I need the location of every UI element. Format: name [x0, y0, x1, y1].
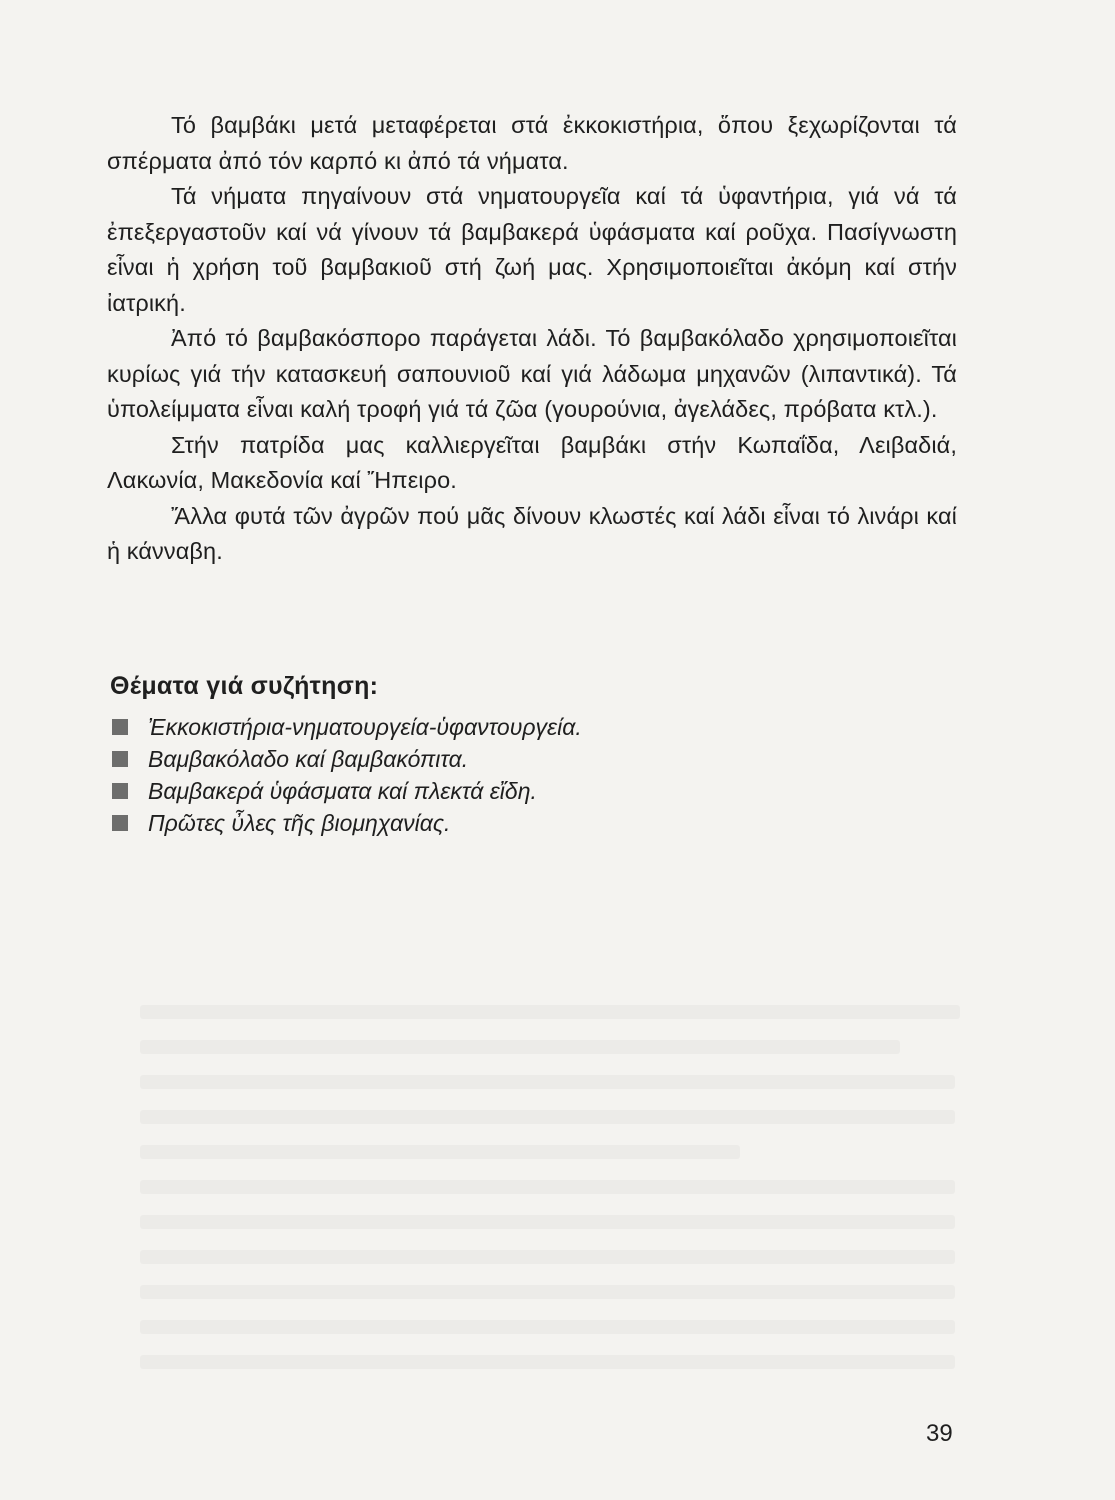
topic-text: Πρῶτες ὖλες τῆς βιομηχανίας. [148, 809, 451, 836]
topic-text: Ἐκκοκιστήρια-νηματουργεία-ὑφαντουργεία. [148, 713, 582, 740]
topic-text: Βαμβακερά ὑφάσματα καί πλεκτά εἴδη. [148, 777, 537, 804]
square-bullet-icon [112, 815, 128, 831]
discussion-topic [110, 775, 960, 807]
body-text [107, 108, 957, 570]
discussion-topic [110, 807, 960, 839]
paragraph-cottonseed-oil: Ἀπό τό βαμβακόσπορο παράγεται λάδι. Τό βαμβακόλαδο χρησιμοποιεῖται κυρίως γιά τήν κατασκευή σαπουνιοῦ καί γιά λάδωμα μηχανῶν (λιπαντικά). Τά ὑπολείμματα εἶναι καλή τροφή γιά τά ζῶα (γουρούνια, ἀγελάδες, πρόβατα κτλ.). [107, 325, 957, 422]
page-number: 39 [926, 1420, 953, 1447]
square-bullet-icon [112, 751, 128, 767]
paragraph-ginning: Τό βαμβάκι μετά μεταφέρεται στά ἐκκοκιστήρια, ὅπου ξεχωρίζονται τά σπέρματα ἀπό τόν καρπό κι ἀπό τά νήματα. [107, 112, 957, 174]
discussion-topic [110, 711, 960, 743]
paragraph-threads: Τά νήματα πηγαίνουν στά νηματουργεῖα καί τά ὑφαντήρια, γιά νά τά ἐπεξεργαστοῦν καί νά γίνουν τά βαμβακερά ὑφάσματα καί ροῦχα. Πασίγνωστη εἶναι ἡ χρήση τοῦ βαμβακιοῦ στή ζωή μας. Χρησιμοποιεῖται ἀκόμη καί στήν ἰατρική. [107, 183, 957, 316]
square-bullet-icon [112, 783, 128, 799]
paragraph-cultivation-regions: Στήν πατρίδα μας καλλιεργεῖται βαμβάκι στήν Κωπαΐδα, Λειβαδιά, Λακωνία, Μακεδονία καί Ἤπειρο. [107, 431, 957, 493]
paragraph-other-plants: Ἄλλα φυτά τῶν ἀγρῶν πού μᾶς δίνουν κλωστές καί λάδι εἶναι τό λινάρι καί ἡ κάνναβη. [107, 502, 957, 564]
discussion-title: Θέματα γιά συζήτηση: [110, 672, 379, 700]
square-bullet-icon [112, 719, 128, 735]
discussion-topic [110, 743, 960, 775]
discussion-section [110, 672, 960, 839]
topic-text: Βαμβακόλαδο καί βαμβακόπιτα. [148, 745, 469, 772]
